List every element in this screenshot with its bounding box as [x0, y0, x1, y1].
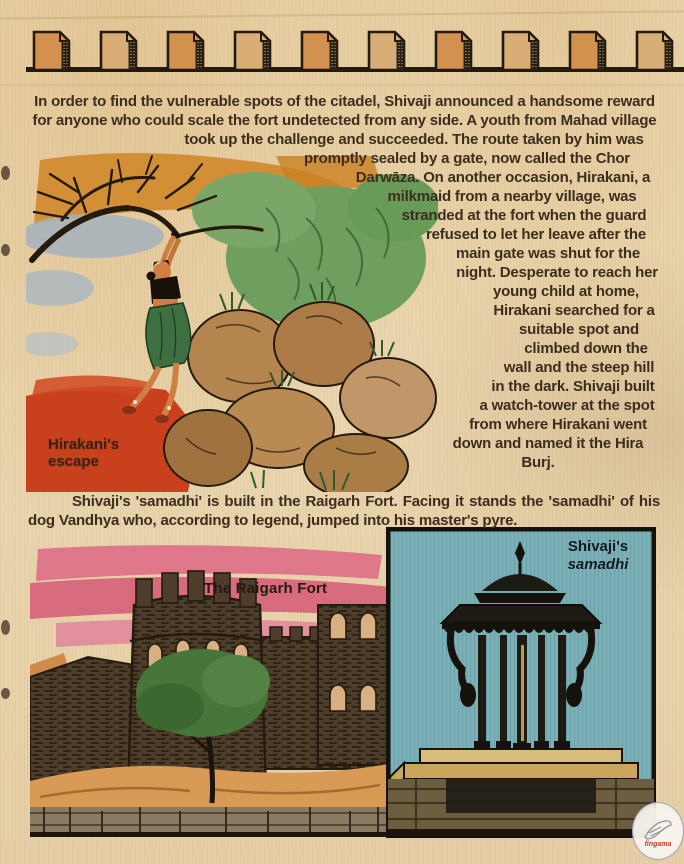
text-wrap-spacer: [28, 415, 456, 434]
text-wrap-spacer: [28, 282, 472, 301]
text-wrap-spacer: [28, 149, 274, 168]
watermark-text: fingama: [644, 840, 672, 848]
caption-shivaji-samadhi: [546, 538, 650, 574]
binder-hole: [1, 688, 10, 699]
story-paragraph-2-text: Shivaji's 'samadhi' is built in the Raigarh Fort. Facing it stands the 'samadhi' of his dog Vandhya who, according to legend, jumped into his master's pyre.: [28, 493, 660, 529]
text-wrap-spacer: [28, 301, 488, 320]
text-wrap-spacer: [28, 320, 498, 339]
binder-hole: [1, 244, 10, 256]
caption-raigarh-fort: The Raigarh Fort: [204, 580, 328, 597]
story-paragraph-1-text: In order to find the vulnerable spots of the citadel, Shivaji announced a handsome reward for anyone who could scale the fort undetected from any side. A youth from Mahad village took up the challenge and succeeded. The route taken by him was promptly sealed by a gate, now called the Chor Darwāza. On another occasion, Hirakani, a milkmaid from a nearby village, was stranded at the fort when the guard refused to let her leave after the main gate was shut for the night. Desperate to reach her young child at home, Hirakani searched for a suitable spot and climbed down the wall and the steep hill in the dark. Shivaji built a watch-tower at the spot from where Hirakani went down and named it the Hira Burj.: [32, 93, 658, 471]
text-wrap-spacer: [28, 263, 454, 282]
text-wrap-spacer: [28, 339, 512, 358]
text-wrap-spacer: [28, 358, 498, 377]
watermark-stamp: [632, 802, 684, 860]
text-wrap-spacer: [28, 92, 29, 111]
caption-hirakani-line2: escape: [48, 453, 99, 470]
text-wrap-spacer: [28, 225, 412, 244]
text-wrap-spacer: [28, 168, 346, 187]
caption-hirakani-line1: Hirakani's: [48, 436, 120, 453]
text-wrap-spacer: [28, 206, 388, 225]
caption-hirakani-escape: [48, 436, 119, 470]
story-paragraph-1: [28, 92, 660, 491]
caption-samadhi-line2: samadhi: [567, 556, 629, 573]
paper-crease: [0, 10, 684, 19]
text-wrap-spacer: [28, 396, 474, 415]
paper-crease: [0, 84, 684, 86]
story-paragraph-2: [28, 492, 660, 530]
binder-hole: [1, 620, 10, 635]
text-wrap-spacer: [28, 111, 29, 130]
text-wrap-spacer: [28, 187, 364, 206]
fort-wall-border: [26, 26, 684, 78]
text-wrap-spacer: [28, 472, 396, 491]
caption-samadhi-line1: Shivaji's: [567, 538, 629, 555]
binder-hole: [1, 166, 10, 180]
text-wrap-spacer: [28, 130, 168, 149]
text-wrap-spacer: [28, 377, 486, 396]
text-wrap-spacer: [28, 244, 436, 263]
